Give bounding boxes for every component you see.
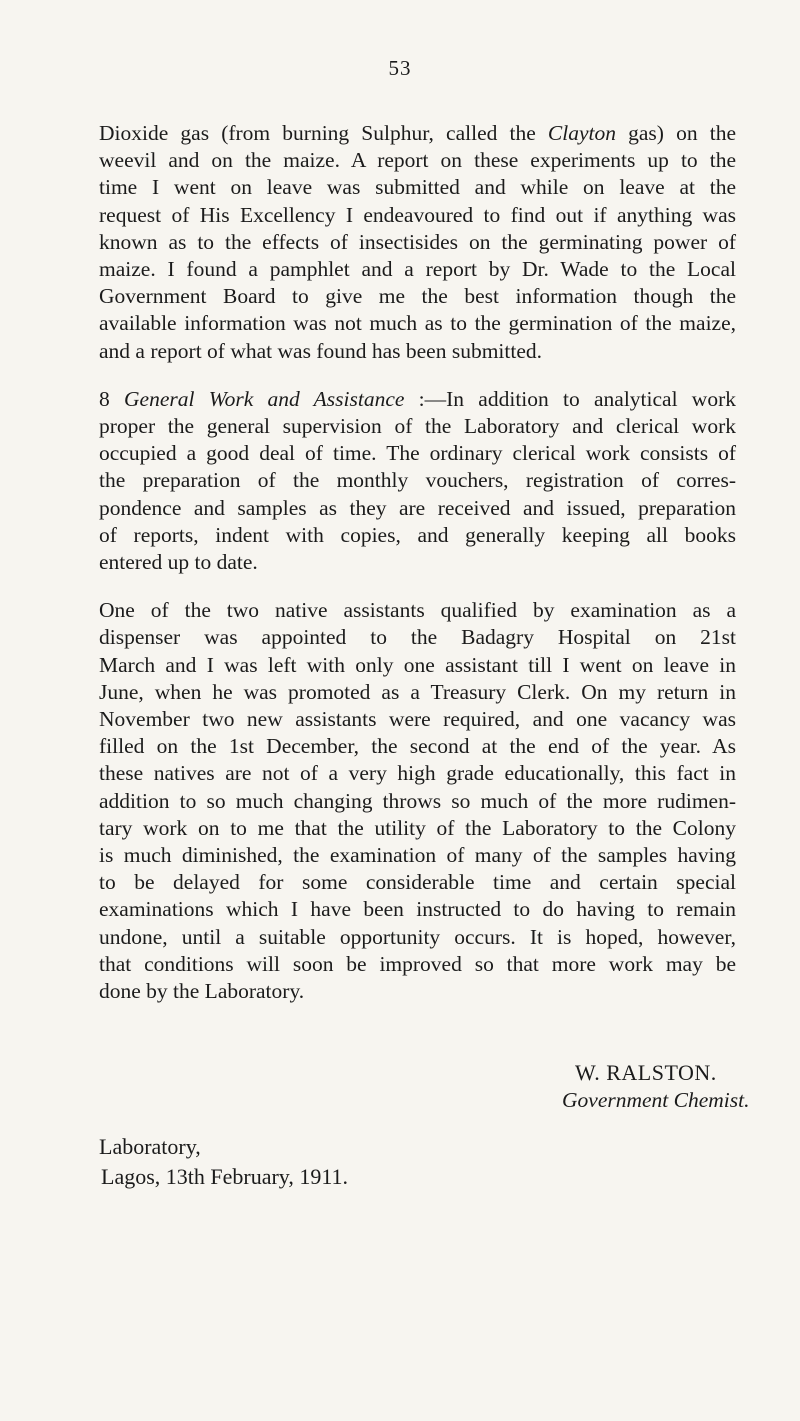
section-heading: General Work and Assistance — [124, 386, 405, 411]
italic-gas-name: Clayton — [547, 121, 616, 145]
text-line: November two new assistants were required, and one vacancy was — [99, 707, 736, 732]
text-line: and a report of what was found has been submitted. — [99, 338, 543, 363]
text-line — [99, 120, 736, 147]
text-line: to be delayed for some considerable time and certain special — [99, 870, 736, 895]
text-line: dispenser was appointed to the Badagry Hospital on 21st — [99, 625, 736, 650]
text-line — [99, 386, 736, 413]
text-line: the preparation of the monthly vouchers, registration of corres- — [99, 468, 736, 493]
text-line: of reports, indent with copies, and generally keeping all books — [99, 522, 736, 547]
text-line: request of His Excellency I endeavoured to find out if anything was — [99, 202, 736, 227]
text-line: entered up to date. — [99, 550, 258, 575]
section-number: 8 — [99, 386, 124, 411]
text-line: available information was not much as to the germination of the maize, — [99, 311, 736, 336]
footer-place: Laboratory, — [99, 1134, 201, 1159]
text-line: Government Board to give me the best information though the — [99, 284, 736, 309]
text-line: examinations which I have been instructed to do having to remain — [99, 897, 736, 922]
text-line: occupied a good deal of time. The ordinary clerical work consists of — [99, 441, 736, 466]
text-line: undone, until a suitable opportunity occurs. It is hoped, however, — [99, 924, 736, 949]
signature-title: Government Chemist. — [562, 1088, 750, 1112]
paragraph-assistants — [99, 597, 736, 1005]
text-line: that conditions will soon be improved so that more work may be — [99, 951, 736, 976]
text-line: filled on the 1st December, the second at the end of the year. As — [99, 734, 736, 759]
text-segment: Dioxide gas (from burning Sulphur, called the — [99, 121, 548, 145]
text-line: done by the Laboratory. — [99, 979, 305, 1004]
paragraph-fumigation — [99, 120, 736, 365]
paragraph-general-work — [99, 386, 736, 576]
text-segment: gas) on the — [616, 121, 736, 145]
text-segment: :—In addition to analytical work — [404, 386, 736, 411]
text-line: tary work on to me that the utility of the Laboratory to the Colony — [99, 815, 736, 840]
text-line: June, when he was promoted as a Treasury Clerk. On my return in — [99, 679, 736, 704]
text-line: weevil and on the maize. A report on these experiments up to the — [99, 148, 736, 173]
body-text — [99, 120, 736, 1005]
text-line: time I went on leave was submitted and while on leave at the — [99, 175, 736, 200]
text-line: addition to so much changing throws so much of the more rudimen- — [99, 788, 736, 813]
text-line: these natives are not of a very high grade educationally, this fact in — [99, 761, 736, 786]
text-line: pondence and samples as they are received and issued, preparation — [99, 495, 736, 520]
text-line: maize. I found a pamphlet and a report by Dr. Wade to the Local — [99, 257, 736, 282]
text-line: March and I was left with only one assistant till I went on leave in — [99, 652, 736, 677]
text-line: known as to the effects of insectisides on the germinating power of — [99, 229, 736, 254]
footer-date: Lagos, 13th February, 1911. — [101, 1164, 349, 1189]
text-line: is much diminished, the examination of many of the samples having — [99, 843, 736, 868]
text-line: proper the general supervision of the Laboratory and clerical work — [99, 414, 736, 439]
page-number: 53 — [388, 56, 412, 80]
signature-name: W. RALSTON. — [575, 1060, 717, 1085]
text-line: One of the two native assistants qualified by examination as a — [99, 598, 736, 623]
